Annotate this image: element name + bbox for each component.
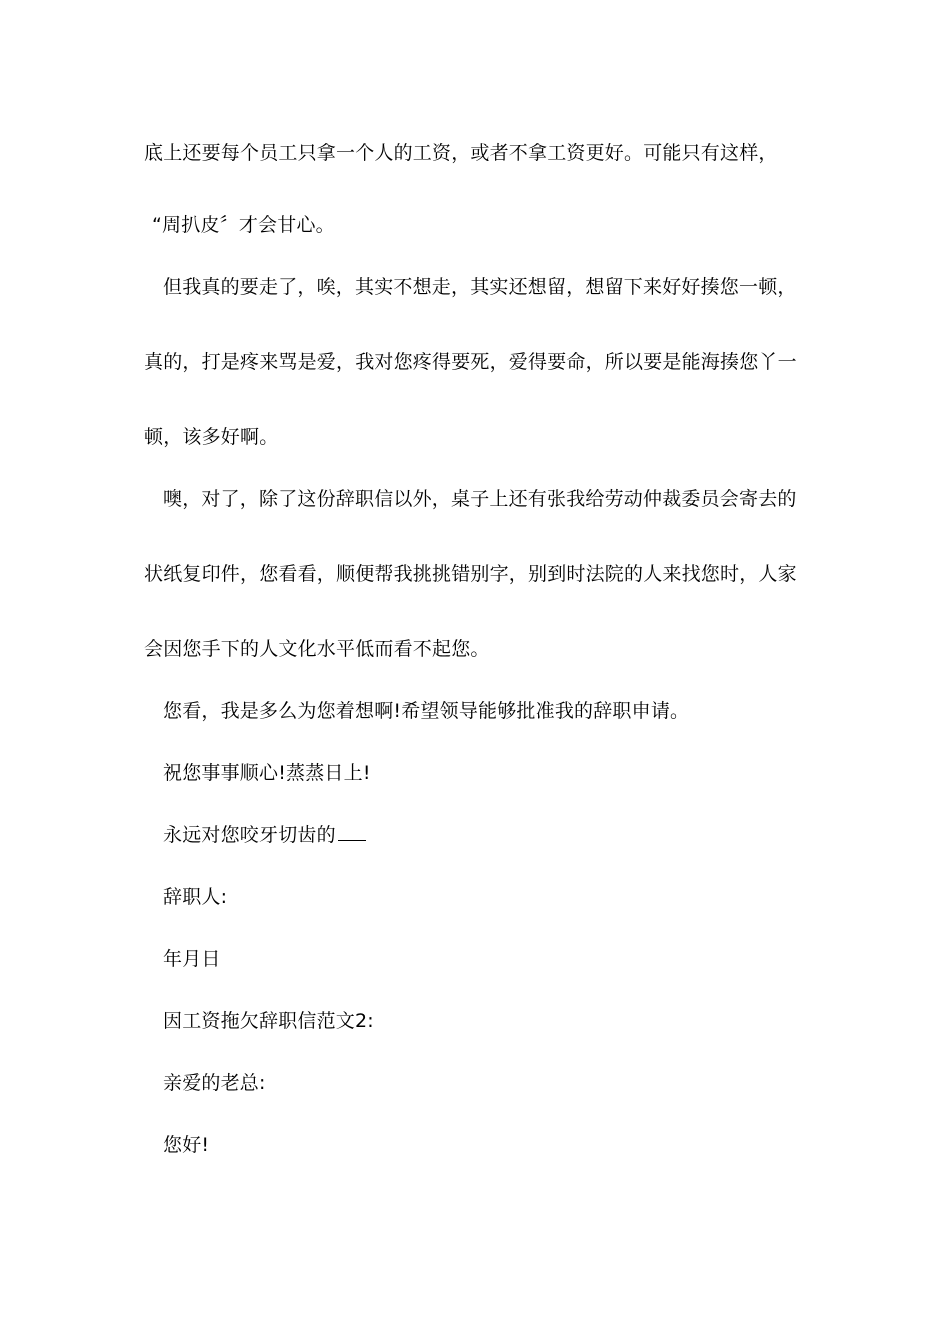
paragraph-line: “周扒皮〞才会甘心。 [152,214,335,236]
paragraph-line: 但我真的要走了，唉，其实不想走，其实还想留，想留下来好好揍您一顿， [163,276,797,298]
resigner-label: 辞职人: [163,886,228,908]
signature-line [163,822,823,848]
paragraph-line: 状纸复印件，您看看，顺便帮我挑挑错别字，别到时法院的人来找您时，人家 [144,563,797,585]
paragraph-line: 底上还要每个员工只拿一个人的工资，或者不拿工资更好。可能只有这样， [144,142,778,164]
signature-blank [338,826,366,841]
paragraph-line: 您看，我是多么为您着想啊!希望领导能够批准我的辞职申请。 [163,700,690,722]
salutation: 亲爱的老总: [163,1072,266,1094]
section-heading: 因工资拖欠辞职信范文2: [163,1010,374,1032]
paragraph-line: 会因您手下的人文化水平低而看不起您。 [144,638,490,660]
paragraph-line: 顿，该多好啊。 [144,426,279,448]
paragraph-line: 真的，打是疼来骂是爱，我对您疼得要死，爱得要命，所以要是能海揍您丫一 [144,351,797,373]
paragraph-line: 噢，对了，除了这份辞职信以外，桌子上还有张我给劳动仲裁委员会寄去的 [163,488,797,510]
closing-line: 祝您事事顺心!蒸蒸日上! [163,762,371,784]
greeting: 您好! [163,1134,210,1156]
signature-text: 永远对您咬牙切齿的 [163,824,336,846]
date-label: 年月日 [163,948,221,970]
